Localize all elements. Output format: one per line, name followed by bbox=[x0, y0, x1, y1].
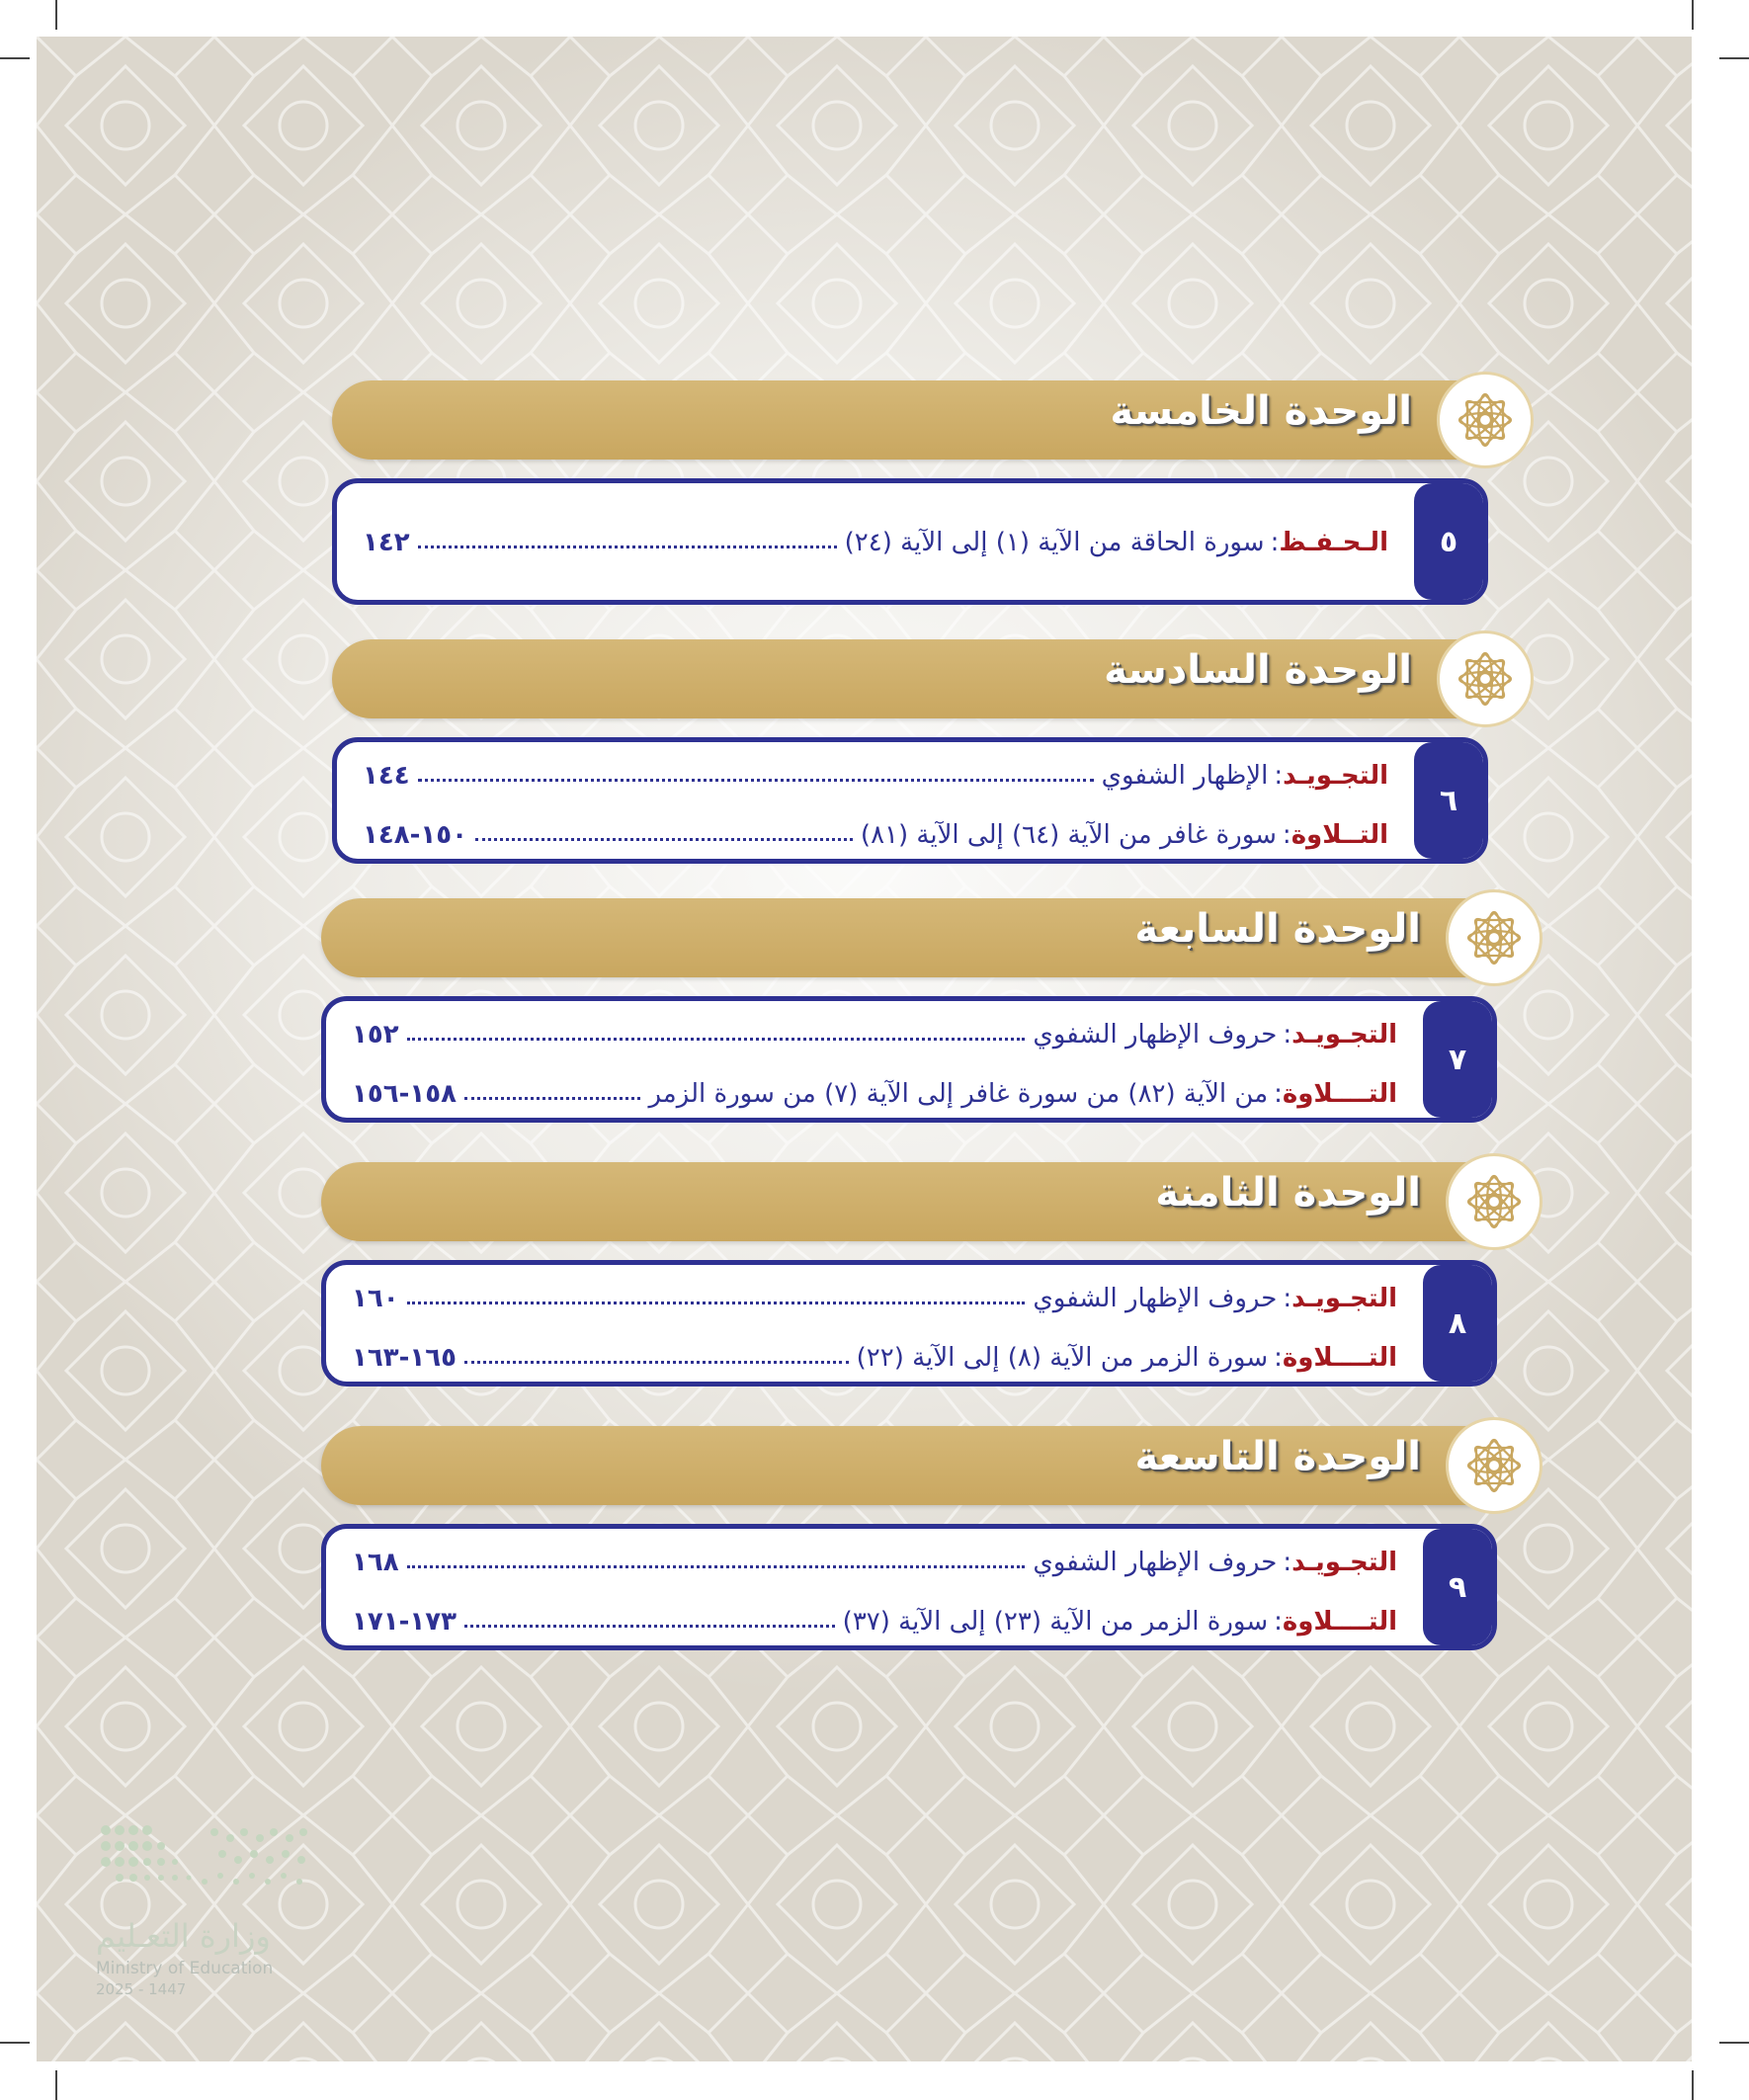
crop-mark bbox=[1692, 2070, 1694, 2100]
unit-header bbox=[321, 898, 1538, 977]
entry-label: التجـويـد bbox=[1283, 761, 1388, 791]
entry-separator: : bbox=[1274, 1343, 1283, 1373]
crop-mark bbox=[1719, 2042, 1749, 2044]
unit-entries bbox=[363, 483, 1388, 600]
toc-entry[interactable] bbox=[352, 1074, 1397, 1114]
dotted-leader bbox=[407, 1038, 1026, 1041]
entry-text: سورة الزمر من الآية (٢٣) إلى الآية (٣٧) bbox=[842, 1607, 1269, 1637]
dotted-leader bbox=[407, 1565, 1026, 1568]
dotted-leader bbox=[418, 779, 1094, 782]
toc-entry[interactable] bbox=[363, 815, 1388, 855]
unit-title: الوحدة الثامنة bbox=[1155, 1170, 1421, 1216]
entry-text: من الآية (٨٢) من سورة غافر إلى الآية (٧) من سورة الزمر bbox=[648, 1079, 1269, 1109]
entry-separator: : bbox=[1274, 1607, 1283, 1637]
entry-page-number: ١٤٢ bbox=[363, 528, 410, 557]
unit-content-box bbox=[321, 996, 1497, 1123]
entry-page-number: ١٥٨-١٥٦ bbox=[352, 1079, 458, 1109]
unit-title: الوحدة السابعة bbox=[1134, 906, 1421, 952]
entry-label: التجـويـد bbox=[1291, 1548, 1397, 1577]
unit-number-badge: ٨ bbox=[1423, 1265, 1492, 1382]
entry-page-number: ١٥٠-١٤٨ bbox=[363, 820, 468, 850]
crop-mark bbox=[55, 2070, 57, 2100]
entry-page-number: ١٧٣-١٧١ bbox=[352, 1607, 458, 1637]
entry-separator: : bbox=[1283, 1284, 1292, 1313]
entry-text: سورة الزمر من الآية (٨) إلى الآية (٢٢) bbox=[856, 1343, 1269, 1373]
entry-label: التــــلاوة bbox=[1282, 1607, 1397, 1637]
entry-text: سورة غافر من الآية (٦٤) إلى الآية (٨١) bbox=[860, 820, 1277, 850]
entry-text: حروف الإظهار الشفوي bbox=[1033, 1548, 1278, 1577]
toc-entry[interactable] bbox=[352, 1338, 1397, 1378]
dotted-leader bbox=[464, 1625, 835, 1628]
entry-label: التجـويـد bbox=[1291, 1020, 1397, 1050]
entry-separator: : bbox=[1270, 528, 1280, 557]
toc-entry[interactable] bbox=[363, 756, 1388, 796]
entry-label: التــــلاوة bbox=[1282, 1343, 1397, 1373]
dotted-leader bbox=[464, 1361, 849, 1364]
entry-label: التــلاوة bbox=[1291, 820, 1388, 850]
unit-number-badge: ٩ bbox=[1423, 1529, 1492, 1645]
entry-text: سورة الحاقة من الآية (١) إلى الآية (٢٤) bbox=[844, 528, 1265, 557]
entry-text: حروف الإظهار الشفوي bbox=[1033, 1284, 1278, 1313]
toc-entry[interactable] bbox=[352, 1015, 1397, 1054]
crop-mark bbox=[1692, 0, 1694, 30]
entry-label: التــــلاوة bbox=[1282, 1079, 1397, 1109]
entry-separator: : bbox=[1274, 1079, 1283, 1109]
toc-entry[interactable] bbox=[352, 1602, 1397, 1641]
unit-header bbox=[332, 639, 1529, 718]
dotted-leader bbox=[407, 1302, 1026, 1304]
entry-separator: : bbox=[1274, 761, 1284, 791]
dotted-leader bbox=[464, 1097, 640, 1100]
flower-ornament-icon bbox=[1449, 1420, 1540, 1511]
ministry-dots-icon bbox=[96, 1820, 313, 1909]
unit-entries bbox=[352, 1001, 1397, 1118]
flower-ornament-icon bbox=[1449, 1156, 1540, 1247]
unit-header bbox=[332, 380, 1529, 460]
unit-number-badge: ٧ bbox=[1423, 1001, 1492, 1118]
unit-number-badge: ٥ bbox=[1414, 483, 1483, 600]
entry-page-number: ١٤٤ bbox=[363, 761, 410, 791]
ministry-name-arabic: وزارة التعـليم bbox=[96, 1917, 271, 1955]
entry-page-number: ١٦٥-١٦٣ bbox=[352, 1343, 458, 1373]
unit-entries bbox=[363, 742, 1388, 859]
entry-separator: : bbox=[1283, 1020, 1292, 1050]
entry-page-number: ١٦٠ bbox=[352, 1284, 399, 1313]
flower-ornament-icon bbox=[1449, 892, 1540, 983]
unit-header bbox=[321, 1162, 1538, 1241]
crop-mark bbox=[1719, 57, 1749, 59]
entry-text: الإظهار الشفوي bbox=[1101, 761, 1269, 791]
unit-number-badge: ٦ bbox=[1414, 742, 1483, 859]
unit-content-box bbox=[321, 1260, 1497, 1386]
entry-label: الـحـفـظ bbox=[1279, 528, 1388, 557]
entry-text: حروف الإظهار الشفوي bbox=[1033, 1020, 1278, 1050]
flower-ornament-icon bbox=[1440, 375, 1531, 465]
edition-year: 2025 - 1447 bbox=[96, 1980, 187, 1998]
unit-title: الوحدة الخامسة bbox=[1110, 388, 1412, 434]
unit-title: الوحدة التاسعة bbox=[1134, 1434, 1421, 1479]
entry-page-number: ١٦٨ bbox=[352, 1548, 399, 1577]
unit-content-box bbox=[332, 737, 1488, 864]
unit-header bbox=[321, 1426, 1538, 1505]
crop-mark bbox=[0, 2042, 30, 2044]
unit-content-box bbox=[321, 1524, 1497, 1650]
unit-entries bbox=[352, 1529, 1397, 1645]
entry-separator: : bbox=[1282, 820, 1291, 850]
crop-mark bbox=[0, 57, 30, 59]
entry-page-number: ١٥٢ bbox=[352, 1020, 399, 1050]
unit-content-box bbox=[332, 478, 1488, 605]
entry-separator: : bbox=[1283, 1548, 1292, 1577]
entry-label: التجـويـد bbox=[1291, 1284, 1397, 1313]
crop-mark bbox=[55, 0, 57, 30]
unit-entries bbox=[352, 1265, 1397, 1382]
flower-ornament-icon bbox=[1440, 633, 1531, 724]
ministry-logo bbox=[96, 1820, 313, 1998]
toc-entry[interactable] bbox=[352, 1543, 1397, 1582]
unit-title: الوحدة السادسة bbox=[1104, 647, 1412, 693]
dotted-leader bbox=[418, 546, 837, 548]
dotted-leader bbox=[475, 838, 853, 841]
ministry-name-english: Ministry of Education bbox=[96, 1959, 274, 1978]
toc-entry[interactable] bbox=[363, 523, 1388, 562]
toc-entry[interactable] bbox=[352, 1279, 1397, 1318]
